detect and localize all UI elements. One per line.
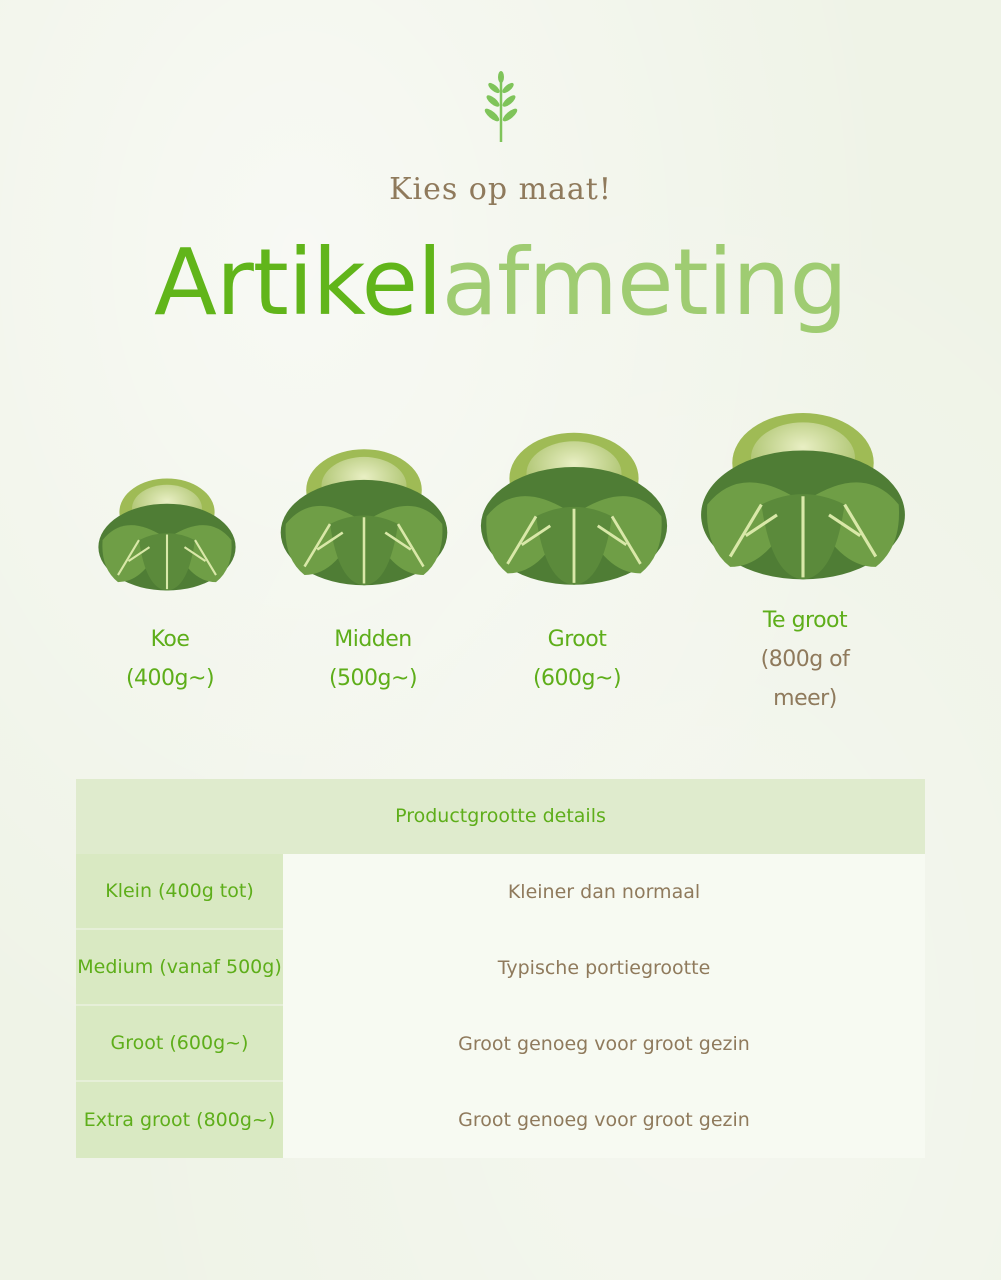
page-title <box>0 228 1001 338</box>
size-label-name: Te groot <box>762 608 848 633</box>
table-row <box>76 1006 925 1082</box>
size-label-weight: (500g~) <box>328 666 418 691</box>
table-row <box>76 854 925 930</box>
size-label-weight-cont: meer) <box>773 686 837 711</box>
subtitle: Kies op maat! <box>389 172 612 207</box>
size-label-large <box>497 620 657 698</box>
size-details-table <box>76 779 925 1158</box>
row-size-cell: Klein (400g tot) <box>76 854 283 930</box>
size-label-small <box>90 620 250 698</box>
size-label-weight: (800g of <box>760 647 850 672</box>
size-label-name: Koe <box>150 627 190 652</box>
title-part-1: Artikel <box>154 229 442 336</box>
cabbage-small-image <box>97 470 237 592</box>
row-description-cell: Kleiner dan normaal <box>283 854 925 930</box>
size-label-name: Groot <box>547 627 607 652</box>
row-size-cell: Groot (600g~) <box>76 1006 283 1082</box>
table-header: Productgrootte details <box>76 779 925 854</box>
table-row <box>76 1082 925 1158</box>
row-size-cell: Medium (vanaf 500g) <box>76 930 283 1006</box>
size-label-extra-large <box>725 601 885 718</box>
size-label-name: Midden <box>334 627 412 652</box>
size-label-weight: (400g~) <box>125 666 215 691</box>
row-description-cell: Groot genoeg voor groot gezin <box>283 1082 925 1158</box>
leaf-sprig-icon <box>482 70 520 144</box>
row-size-cell: Extra groot (800g~) <box>76 1082 283 1158</box>
row-description-cell: Typische portiegrootte <box>283 930 925 1006</box>
size-label-medium <box>293 620 453 698</box>
size-label-weight: (600g~) <box>532 666 622 691</box>
table-row <box>76 930 925 1006</box>
cabbage-large-image <box>479 420 669 588</box>
cabbage-medium-image <box>279 438 449 588</box>
title-part-2: afmeting <box>441 229 847 336</box>
row-description-cell: Groot genoeg voor groot gezin <box>283 1006 925 1082</box>
cabbage-extra-large-image <box>699 400 907 582</box>
